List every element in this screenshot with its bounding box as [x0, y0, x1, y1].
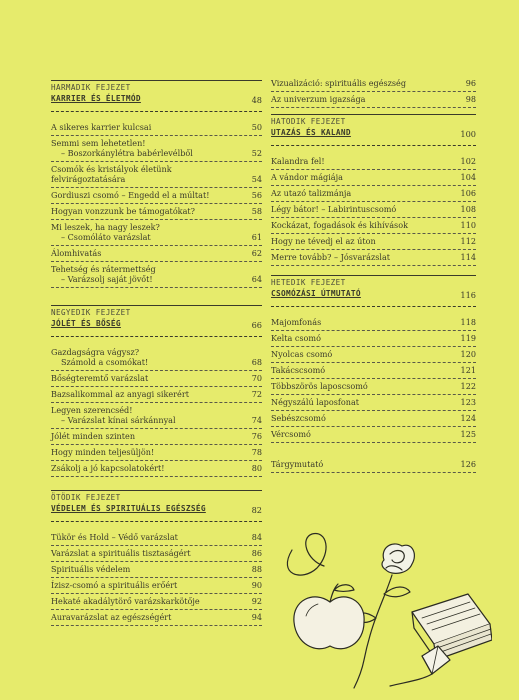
toc-entry[interactable]	[271, 234, 476, 250]
chapter-header	[51, 490, 262, 522]
book-icon	[412, 594, 492, 660]
ribbon-swirl	[287, 534, 326, 576]
toc-entry-page: 76	[251, 431, 262, 441]
toc-entry[interactable]	[51, 429, 262, 445]
chapter-title: CSOMÓZÁSI ÚTMUTATÓ	[271, 289, 361, 298]
toc-entry-page: 90	[251, 580, 262, 590]
toc-entry-page: 104	[460, 172, 476, 182]
toc-entry-page: 62	[251, 248, 262, 258]
toc-entry-title: Kockázat, fogadások és kihívások	[271, 220, 408, 230]
chapter-label: HETEDIK FEJEZET	[271, 278, 346, 287]
toc-entry-page: 68	[251, 357, 262, 367]
toc-entry[interactable]	[51, 445, 262, 461]
toc-entry-subtitle: – Varázsolj saját jövőt!	[61, 274, 153, 284]
chapter-page-number: 48	[251, 95, 262, 105]
toc-entry-page: 108	[460, 204, 476, 214]
toc-entry-page: 72	[251, 389, 262, 399]
chapter-header	[271, 275, 476, 307]
toc-entry-page: 50	[251, 122, 262, 132]
toc-entry-page: 125	[460, 429, 476, 439]
toc-entry-title: Gazdagságra vágysz?	[51, 347, 140, 357]
toc-entry-title: Hekaté akadálytörő varázskarkötője	[51, 596, 200, 606]
chapter-3	[51, 80, 262, 288]
toc-entry-title: Zsákolj a jó kapcsolatokért!	[51, 463, 165, 473]
chapter-header	[271, 114, 476, 146]
toc-entry-title: Tárgymutató	[271, 459, 324, 469]
toc-entry-title: Sebészcsomó	[271, 413, 326, 423]
toc-entry[interactable]	[51, 246, 262, 262]
toc-entry-page: 106	[460, 188, 476, 198]
toc-entry-title: Spirituális védelem	[51, 564, 131, 574]
toc-entry-subtitle: Számold a csomókat!	[61, 357, 149, 367]
toc-entry[interactable]	[51, 136, 262, 162]
toc-entry[interactable]	[51, 220, 262, 246]
toc-entry-title: Vizualizáció: spirituális egészség	[271, 78, 407, 88]
toc-entry[interactable]	[271, 427, 476, 443]
toc-entry-title: Kelta csomó	[271, 333, 321, 343]
toc-entry-title: Tehetség és rátermettség	[51, 264, 156, 274]
toc-entry-title: Hogy ne tévedj el az úton	[271, 236, 376, 246]
still-life-illustration	[272, 520, 492, 690]
toc-entry-title: Auravarázslat az egészségért	[51, 612, 172, 622]
toc-entry[interactable]	[271, 92, 476, 108]
toc-entry-page: 64	[251, 274, 262, 284]
toc-entry-title: Nyolcas csomó	[271, 349, 333, 359]
toc-entry[interactable]	[271, 411, 476, 427]
toc-entry-title: Gordiuszi csomó – Engedd el a múltat!	[51, 190, 210, 200]
toc-entry-page: 123	[460, 397, 476, 407]
toc-entry[interactable]	[51, 562, 262, 578]
chapter-header	[51, 80, 262, 112]
toc-entry-page: 114	[460, 252, 476, 262]
chapter-label: NEGYEDIK FEJEZET	[51, 308, 131, 317]
toc-entry-subtitle: felvirágoztatására	[51, 174, 126, 184]
toc-entry-page: 80	[251, 463, 262, 473]
toc-entry-page: 96	[465, 78, 476, 88]
toc-entry[interactable]	[271, 202, 476, 218]
chapter-4	[51, 305, 262, 477]
toc-entry-page: 61	[251, 232, 262, 242]
toc-entry[interactable]	[51, 387, 262, 403]
toc-entry-title: A vándor mágiája	[271, 172, 343, 182]
chapter-label: HARMADIK FEJEZET	[51, 83, 131, 92]
toc-entry-page: 110	[460, 220, 476, 230]
toc-entry-title: Jólét minden szinten	[51, 431, 136, 441]
chapter-header	[51, 305, 262, 337]
toc-entry-subtitle: – Csomóláto varázslat	[61, 232, 151, 242]
toc-entry-index[interactable]	[271, 457, 476, 473]
toc-entry-title: Ízisz-csomó a spirituális erőért	[51, 580, 178, 590]
toc-entry[interactable]	[51, 461, 262, 477]
toc-entry[interactable]	[271, 331, 476, 347]
toc-entry-title: Az univerzum igazsága	[271, 94, 366, 104]
chapter-label: HATODIK FEJEZET	[271, 117, 346, 126]
crystal-icon	[390, 646, 450, 686]
toc-entry[interactable]	[271, 315, 476, 331]
toc-entry-title: Hogyan vonzzunk be támogatókat?	[51, 206, 196, 216]
toc-entry[interactable]	[271, 154, 476, 170]
chapter-5-continued	[271, 76, 476, 108]
toc-entry-title: Csomók és kristályok életünk	[51, 164, 172, 174]
toc-entry-page: 94	[251, 612, 262, 622]
toc-entry-page: 119	[460, 333, 476, 343]
toc-entry-title: Vércsomó	[271, 429, 311, 439]
chapter-5	[51, 490, 262, 626]
toc-entry[interactable]	[271, 250, 476, 266]
toc-entry[interactable]	[51, 610, 262, 626]
toc-entry-title: Álomhivatás	[51, 248, 102, 258]
toc-entry-title: Legyen szerencséd!	[51, 405, 133, 415]
toc-entry[interactable]	[271, 76, 476, 92]
toc-entry[interactable]	[51, 120, 262, 136]
chapter-page-number: 82	[251, 505, 262, 515]
toc-entry-page: 121	[460, 365, 476, 375]
chapter-title: JÓLÉT ÉS BŐSÉG	[51, 319, 121, 328]
toc-entry-page: 52	[251, 148, 262, 158]
toc-entry-title: Négyszálú laposfonat	[271, 397, 360, 407]
toc-entry-page: 92	[251, 596, 262, 606]
toc-entry[interactable]	[51, 162, 262, 188]
toc-entry[interactable]	[271, 395, 476, 411]
toc-entry-page: 88	[251, 564, 262, 574]
chapter-label: ÖTÖDIK FEJEZET	[51, 493, 121, 502]
toc-entry[interactable]	[51, 371, 262, 387]
toc-entry-title: Bőségteremtő varázslat	[51, 373, 149, 383]
chapter-page-number: 116	[460, 290, 476, 300]
toc-entry-page: 78	[251, 447, 262, 457]
toc-entry-title: Légy bátor! – Labirintuscsomó	[271, 204, 397, 214]
toc-entry-title: Bazsalikommal az anyagi sikerért	[51, 389, 189, 399]
toc-entry[interactable]	[271, 363, 476, 379]
toc-entry[interactable]	[51, 530, 262, 546]
toc-entry-page: 74	[251, 415, 262, 425]
chapter-title: UTAZÁS ÉS KALAND	[271, 128, 351, 137]
toc-entry-page: 102	[460, 156, 476, 166]
toc-entry-page: 122	[460, 381, 476, 391]
toc-entry[interactable]	[51, 188, 262, 204]
toc-entry-page: 112	[460, 236, 476, 246]
toc-entry-title: Semmi sem lehetetlen!	[51, 138, 146, 148]
toc-entry[interactable]	[271, 170, 476, 186]
toc-entry-title: Merre tovább? – Jósvarázslat	[271, 252, 391, 262]
toc-entry-page: 54	[251, 174, 262, 184]
toc-entry-page: 118	[460, 317, 476, 327]
toc-entry-title: Tükör és Hold – Védő varázslat	[51, 532, 178, 542]
chapter-page-number: 66	[251, 320, 262, 330]
toc-entry-title: Mi leszek, ha nagy leszek?	[51, 222, 160, 232]
toc-entry[interactable]	[271, 379, 476, 395]
toc-entry-title: Kalandra fel!	[271, 156, 325, 166]
toc-entry-page: 120	[460, 349, 476, 359]
toc-entry-title: Az utazó talizmánja	[271, 188, 352, 198]
toc-entry-page: 84	[251, 532, 262, 542]
toc-entry[interactable]	[51, 403, 262, 429]
toc-entry[interactable]	[271, 218, 476, 234]
chapter-title: KARRIER ÉS ÉLETMÓD	[51, 94, 141, 103]
toc-entry[interactable]	[271, 186, 476, 202]
toc-entry-title: Takácscsomó	[271, 365, 326, 375]
toc-entry-page: 124	[460, 413, 476, 423]
toc-entry[interactable]	[51, 594, 262, 610]
chapter-page-number: 100	[460, 129, 476, 139]
toc-entry-title: Többszörös laposcsomó	[271, 381, 368, 391]
toc-entry-page: 126	[460, 459, 476, 469]
chapter-title: VÉDELEM ÉS SPIRITUÁLIS EGÉSZSÉG	[51, 504, 206, 513]
toc-entry-page: 86	[251, 548, 262, 558]
toc-entry[interactable]	[51, 204, 262, 220]
chapter-6	[271, 114, 476, 266]
toc-entry-subtitle: – Varázslat kínai sárkánnyal	[61, 415, 176, 425]
toc-entry[interactable]	[51, 345, 262, 371]
toc-entry-page: 98	[465, 94, 476, 104]
toc-entry-title: A sikeres karrier kulcsai	[51, 122, 152, 132]
toc-entry-page: 58	[251, 206, 262, 216]
toc-entry[interactable]	[51, 262, 262, 288]
toc-entry-title: Hogy minden teljesüljön!	[51, 447, 155, 457]
toc-entry-subtitle: – Boszorkánylétra babérlevélből	[61, 148, 193, 158]
toc-entry-title: Varázslat a spirituális tisztaságért	[51, 548, 191, 558]
rose-icon	[382, 544, 414, 573]
toc-entry[interactable]	[271, 347, 476, 363]
toc-entry[interactable]	[51, 546, 262, 562]
toc-entry[interactable]	[51, 578, 262, 594]
apple-icon	[294, 597, 364, 649]
toc-entry-page: 70	[251, 373, 262, 383]
toc-entry-page: 56	[251, 190, 262, 200]
chapter-7	[271, 275, 476, 473]
toc-entry-title: Majomfonás	[271, 317, 322, 327]
